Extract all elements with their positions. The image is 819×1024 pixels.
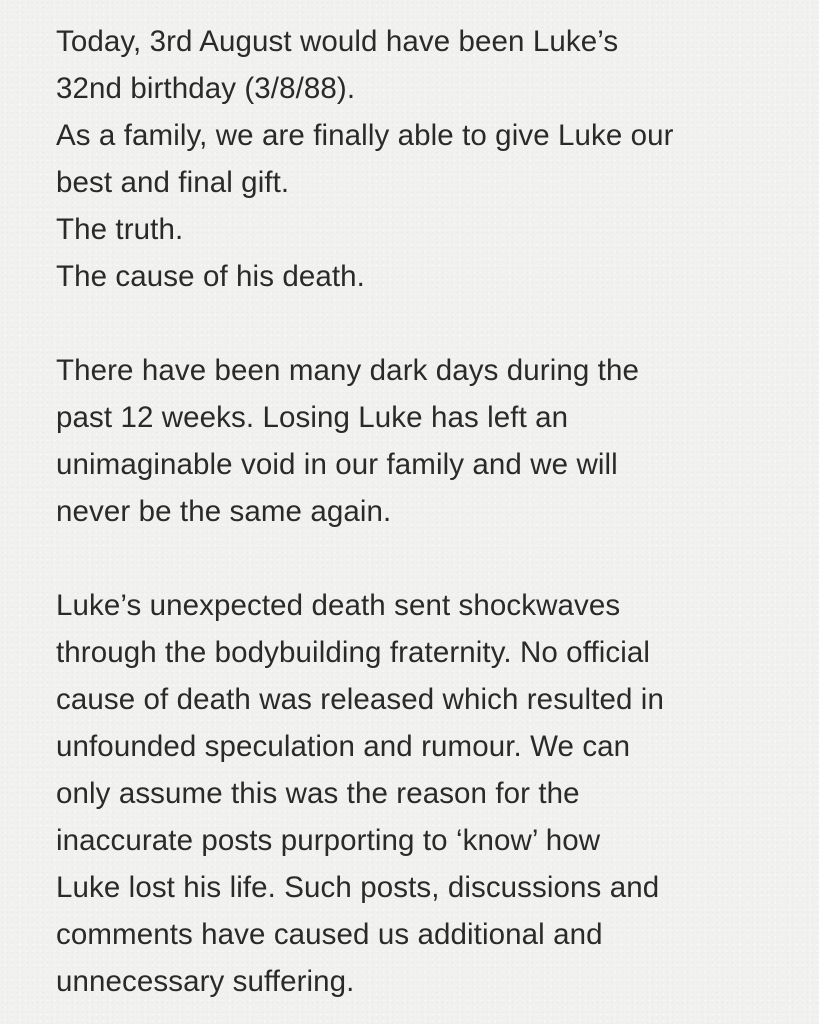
- text-line: best and final gift.: [56, 166, 290, 199]
- text-line: cause of death was released which resulted in: [56, 683, 664, 716]
- text-line: The truth.: [56, 213, 184, 246]
- text-line: past 12 weeks. Losing Luke has left an: [56, 401, 569, 434]
- text-line: Today, 3rd August would have been Luke’s: [56, 25, 619, 58]
- text-line: unimaginable void in our family and we will: [56, 448, 618, 481]
- text-line: As a family, we are finally able to give Luke our: [56, 119, 674, 152]
- text-line: The cause of his death.: [56, 260, 365, 293]
- text-line: unnecessary suffering.: [56, 965, 355, 998]
- text-line: unfounded speculation and rumour. We can: [56, 730, 631, 763]
- text-line: through the bodybuilding fraternity. No official: [56, 636, 651, 669]
- text-line: comments have caused us additional and: [56, 918, 603, 951]
- paragraph-speculation: [56, 582, 796, 1005]
- paragraph-spacer: [56, 535, 796, 582]
- text-line: only assume this was the reason for the: [56, 777, 580, 810]
- text-line: 32nd birthday (3/8/88).: [56, 72, 356, 105]
- paragraph-dark-days: [56, 347, 796, 535]
- paragraph-spacer: [56, 300, 796, 347]
- text-line: Luke lost his life. Such posts, discussions and: [56, 871, 660, 904]
- note-body: [56, 18, 796, 1005]
- text-line: There have been many dark days during the: [56, 354, 639, 387]
- text-line: never be the same again.: [56, 495, 392, 528]
- text-line: inaccurate posts purporting to ‘know’ how: [56, 824, 601, 857]
- text-line: Luke’s unexpected death sent shockwaves: [56, 589, 621, 622]
- paragraph-birthday: [56, 18, 796, 300]
